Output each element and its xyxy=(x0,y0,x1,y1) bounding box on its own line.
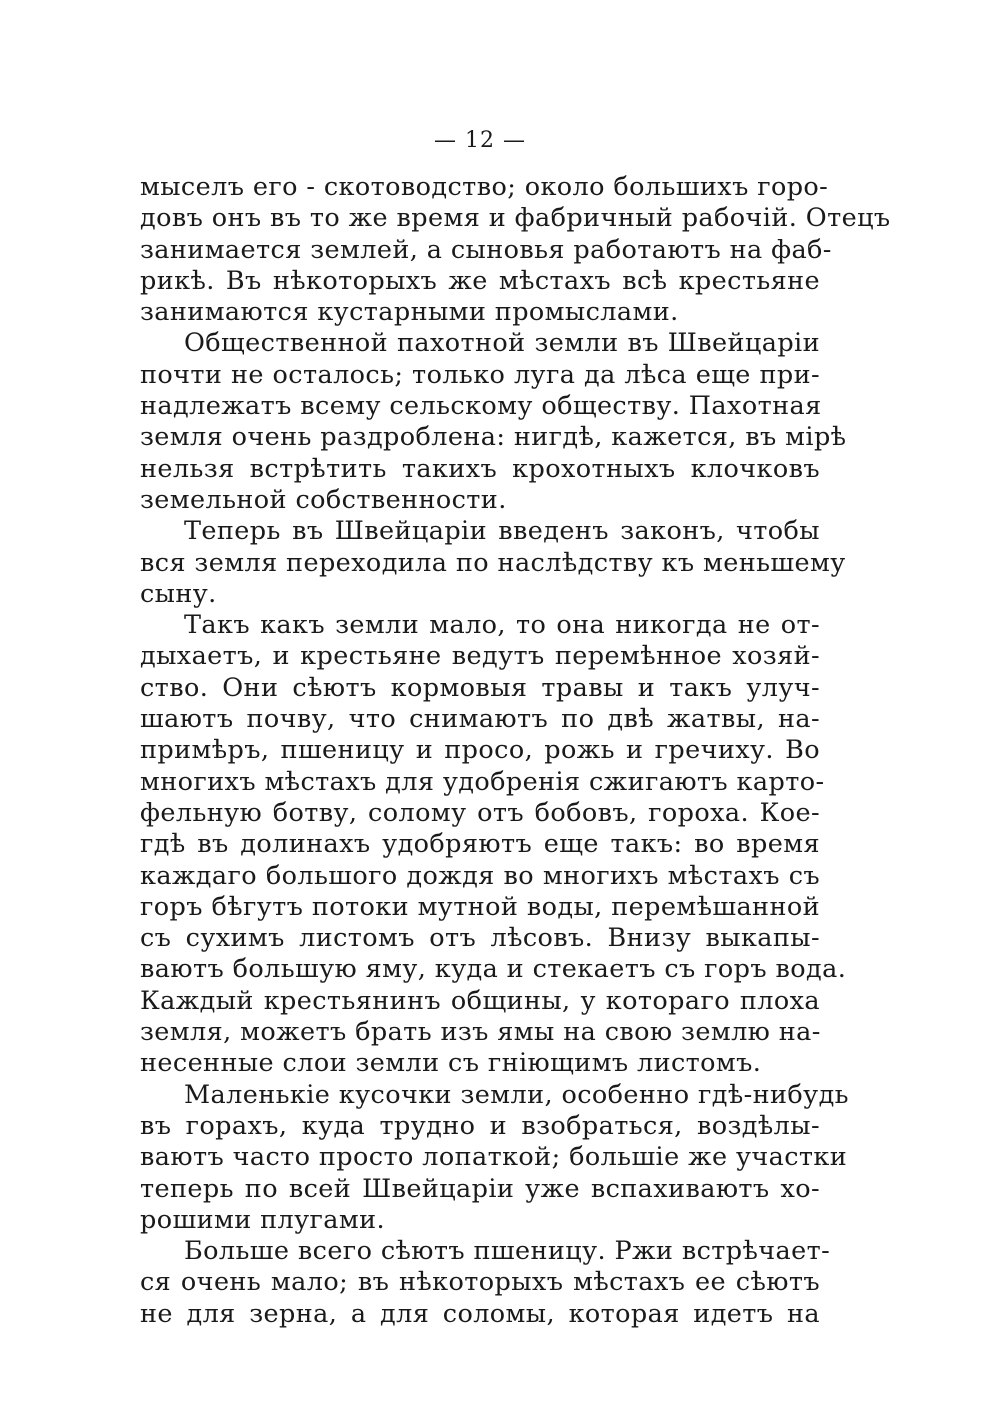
text-line: многихъ мѣстахъ для удобренія сжигаютъ карто- xyxy=(140,766,825,797)
text-line: земля очень раздроблена: нигдѣ, кажется, въ мірѣ xyxy=(140,422,847,453)
text-line: Теперь въ Швейцаріи введенъ законъ, чтобы xyxy=(184,516,820,547)
text-line: мыселъ его - скотоводство; около большихъ горо- xyxy=(140,172,829,202)
page-number: — 12 — xyxy=(434,128,526,153)
text-line: примѣръ, пшеницу и просо, рожь и гречиху. Во xyxy=(140,735,820,766)
text-line: ся очень мало; въ нѣкоторыхъ мѣстахъ ее сѣютъ xyxy=(140,1267,820,1298)
text-line: Такъ какъ земли мало, то она никогда не от- xyxy=(184,610,820,641)
text-line: земельной собственности. xyxy=(140,484,507,515)
text-line: не для зерна, а для соломы, которая идетъ на xyxy=(140,1298,820,1329)
text-line: рикѣ. Въ нѣкоторыхъ же мѣстахъ всѣ крестьяне xyxy=(140,265,820,296)
text-line: теперь по всей Швейцаріи уже вспахиваютъ хо- xyxy=(140,1173,820,1204)
text-line: въ горахъ, куда трудно и взобраться, воздѣлы- xyxy=(140,1110,820,1141)
text-line: каждаго большого дождя во многихъ мѣстахъ съ xyxy=(140,860,820,891)
text-line: земля, можетъ брать изъ ямы на свою землю на- xyxy=(140,1017,821,1048)
text-line: довъ онъ въ то же время и фабричный рабочій. Отецъ xyxy=(140,203,891,234)
text-line: рошими плугами. xyxy=(140,1204,386,1235)
body-text xyxy=(140,172,891,1330)
text-line: занимаются кустарными промыслами. xyxy=(140,297,679,328)
text-line: занимается землей, а сыновья работаютъ на фаб- xyxy=(140,234,832,265)
text-line: ваютъ часто просто лопаткой; большіе же участки xyxy=(140,1142,848,1173)
text-line: Каждый крестьянинъ общины, у котораго плоха xyxy=(140,985,820,1016)
text-line: ваютъ большую яму, куда и стекаетъ съ горъ вода. xyxy=(140,954,847,985)
text-line: Общественной пахотной земли въ Швейцаріи xyxy=(184,328,820,359)
text-line: сыну. xyxy=(140,578,217,609)
text-line: фельную ботву, солому отъ бобовъ, гороха. Кое- xyxy=(140,797,820,828)
text-line: ство. Они сѣютъ кормовыя травы и такъ улуч- xyxy=(140,672,820,703)
text-line: почти не осталось; только луга да лѣса еще при- xyxy=(140,359,820,390)
text-line: шаютъ почву, что снимаютъ по двѣ жатвы, на- xyxy=(140,704,820,735)
text-line: Маленькіе кусочки земли, особенно гдѣ-нибудь xyxy=(184,1079,849,1110)
text-line: гдѣ въ долинахъ удобряютъ еще такъ: во время xyxy=(140,829,820,860)
text-line: нельзя встрѣтить такихъ крохотныхъ клочковъ xyxy=(140,453,820,484)
text-line: вся земля переходила по наслѣдству къ меньшему xyxy=(140,547,846,578)
text-line: надлежатъ всему сельскому обществу. Пахотная xyxy=(140,391,822,422)
text-line: съ сухимъ листомъ отъ лѣсовъ. Внизу выкапы- xyxy=(140,923,820,954)
text-line: дыхаетъ, и крестьяне ведутъ перемѣнное хозяй- xyxy=(140,641,820,672)
text-line: несенные слои земли съ гніющимъ листомъ. xyxy=(140,1048,762,1079)
text-line: Больше всего сѣютъ пшеницу. Ржи встрѣчает- xyxy=(184,1236,831,1267)
text-line: горъ бѣгутъ потоки мутной воды, перемѣшанной xyxy=(140,891,820,922)
